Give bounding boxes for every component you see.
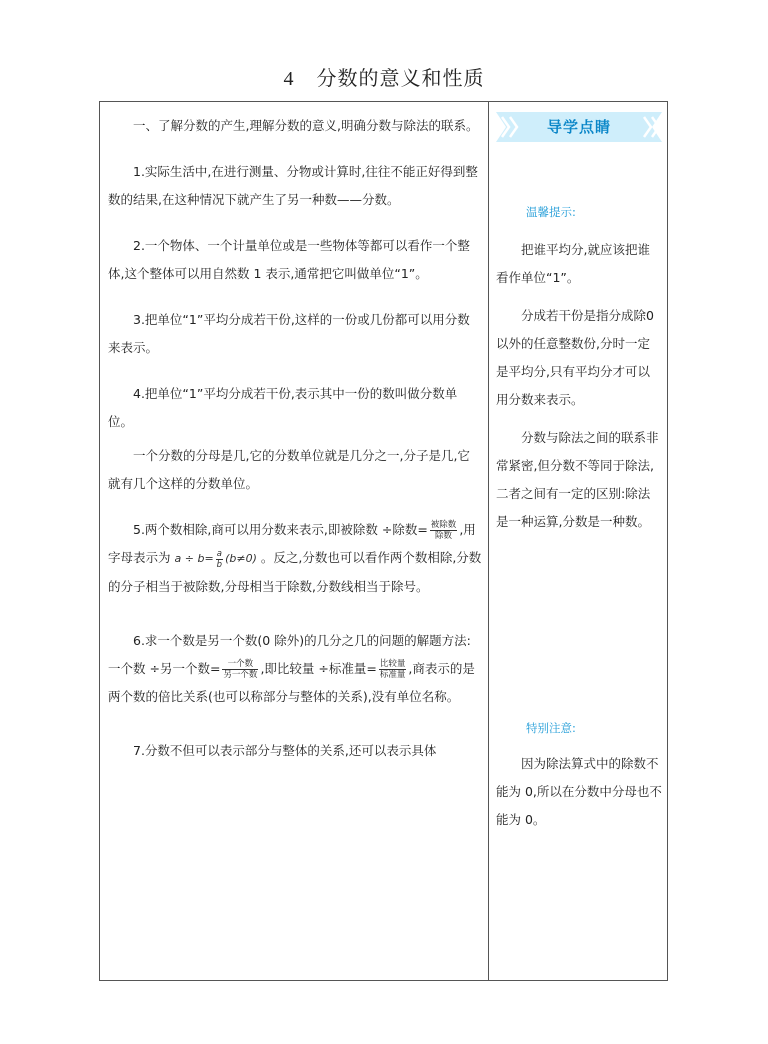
fraction-number-ratio: $\frac{\text{一个数}}{\text{另一个数}}$ xyxy=(223,659,258,680)
tip-heading: 温馨提示: xyxy=(526,205,576,219)
tip-2: 分成若干份是指分成除0 以外的任意整数份,分时一定是平均分,只有平均分才可以用分数来表示。 xyxy=(496,308,654,407)
p6-text-a: 6.求一个数是另一个数(0 除外)的几分之几的问题的解题方法:一个数 ÷另一个数= xyxy=(108,633,471,676)
paragraph-3: 3.把单位“1”平均分成若干份,这样的一份或几份都可以用分数来表示。 xyxy=(108,312,470,355)
fraction-compare-standard: $\frac{\text{比较量}}{\text{标准量}}$ xyxy=(379,659,406,680)
p5-text-c: 。反之,分数也可以看作两个数相除,分数的分子相当于被除数,分母相当于除数,分数线相当于除号。 xyxy=(108,550,482,594)
column-divider xyxy=(488,101,489,981)
fraction-dividend-divisor: $\frac{\text{被除数}}{\text{除数}}$ xyxy=(430,520,457,541)
formula-a-div-b: a ÷ b= $\frac{a}{b}$ (b≠0) xyxy=(174,548,257,570)
note-heading: 特别注意: xyxy=(526,721,576,735)
tip-3: 分数与除法之间的联系非常紧密,但分数不等同于除法,二者之间有一定的区别:除法是一种运算,分数是一种数。 xyxy=(496,430,659,529)
p6-text-b: ,即比较量 ÷标准量= xyxy=(260,661,377,676)
main-column xyxy=(108,112,482,765)
paragraph-5 xyxy=(108,516,482,601)
p5-text-a: 5.两个数相除,商可以用分数来表示,即被除数 ÷除数= xyxy=(133,522,428,537)
p5-text-b: ,用字母表示为 xyxy=(108,522,476,565)
paragraph-4: 4.把单位“1”平均分成若干份,表示其中一份的数叫做分数单位。 xyxy=(108,386,458,429)
sidebar-notes xyxy=(496,112,662,834)
paragraph-6 xyxy=(108,627,482,711)
paragraph-4b: 一个分数的分母是几,它的分数单位就是几分之一,分子是几,它就有几个这样的分数单位。 xyxy=(108,448,470,491)
chapter-number: 4 xyxy=(283,68,295,90)
guide-banner xyxy=(496,112,662,142)
tip-1: 把谁平均分,就应该把谁看作单位“1”。 xyxy=(496,242,650,285)
paragraph-2: 2.一个物体、一个计量单位或是一些物体等都可以看作一个整体,这个整体可以用自然数 1 表示,通常把它叫做单位“1”。 xyxy=(108,238,470,281)
paragraph-1: 1.实际生活中,在进行测量、分物或计算时,往往不能正好得到整数的结果,在这种情况下就产生了另一种数——分数。 xyxy=(108,164,478,207)
banner-label: 导学点睛 xyxy=(546,118,611,136)
section-heading: 一、了解分数的产生,理解分数的意义,明确分数与除法的联系。 xyxy=(133,118,479,133)
paragraph-7: 7.分数不但可以表示部分与整体的关系,还可以表示具体 xyxy=(133,743,437,758)
p6-text-c: ,商表示的是两个数的倍比关系(也可以称部分与整体的关系),没有单位名称。 xyxy=(108,661,475,704)
note-1: 因为除法算式中的除数不能为 0,所以在分数中分母也不能为 0。 xyxy=(496,756,662,827)
chapter-title: 分数的意义和性质 xyxy=(316,66,485,90)
page-title xyxy=(0,62,768,91)
